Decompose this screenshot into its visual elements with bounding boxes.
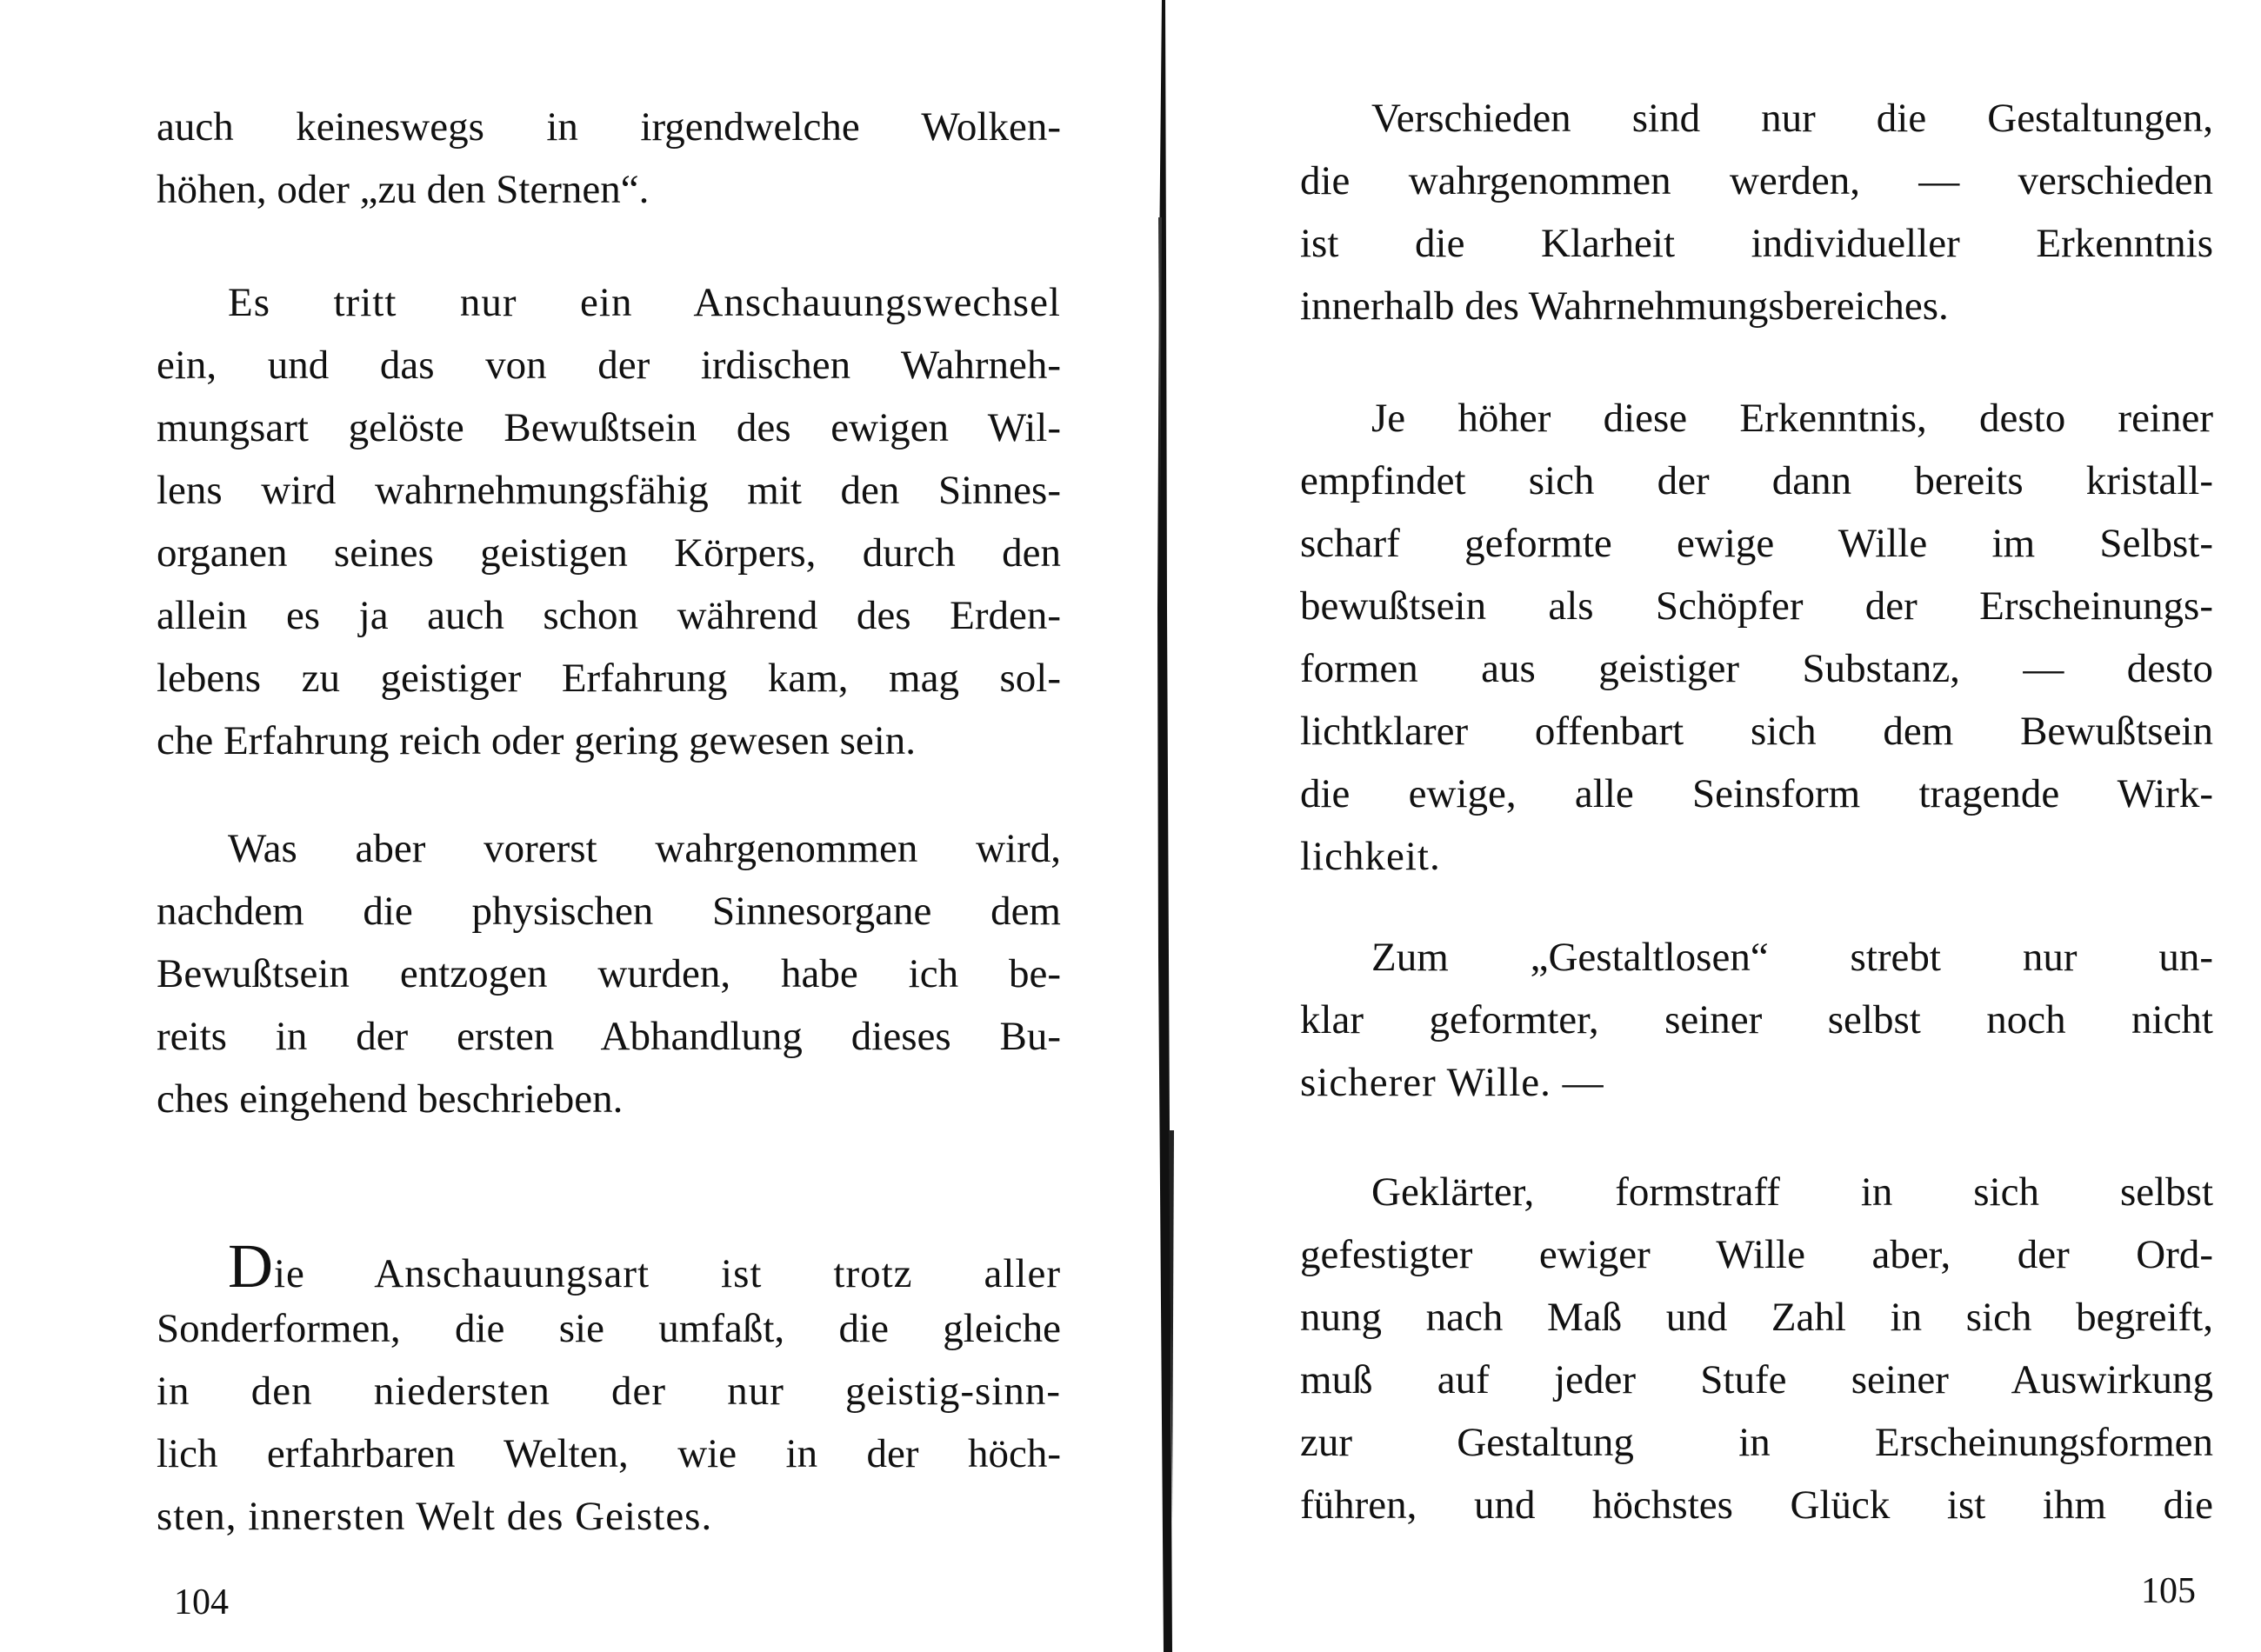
text-line: allein es ja auch schon während des Erden- [157,593,1061,638]
text-line: gefestigter ewiger Wille aber, der Ord- [1300,1232,2213,1277]
text-line: Was aber vorerst wahrgenommen wird, [228,826,1061,871]
text-line: sten, innersten Welt des Geistes. [157,1494,713,1539]
text-line: lichtklarer offenbart sich dem Bewußtsein [1300,709,2213,754]
text-line: auch keineswegs in irgendwelche Wolken- [157,104,1061,150]
text-line: Je höher diese Erkenntnis, desto reiner [1371,396,2213,441]
text-line: Verschieden sind nur die Gestaltungen, [1371,96,2213,141]
left-paragraph-2 [157,271,1061,772]
text-line: höhen, oder „zu den Sternen“. [157,167,650,212]
text-line: Die Anschauungsart ist trotz aller [228,1231,1061,1301]
left-paragraph-4 [157,1231,1061,1548]
text-line: klar geformter, seiner selbst noch nicht [1300,997,2213,1042]
right-paragraph-3 [1300,926,2213,1114]
left-paragraph-1 [157,96,1061,221]
text-line: die ewige, alle Seinsform tragende Wirk- [1300,771,2213,816]
text-line: Sonderformen, die sie umfaßt, die gleiche [157,1306,1061,1351]
left-page [157,0,1061,1652]
book-gutter-shadow [1146,0,1181,1652]
text-line: lichkeit. [1300,834,1441,879]
text-line: empfindet sich der dann bereits kristall- [1300,458,2213,503]
page-number-left: 104 [174,1582,229,1622]
right-page [1300,0,2213,1652]
text-line: lebens zu geistiger Erfahrung kam, mag sol- [157,656,1061,701]
text-line: bewußtsein als Schöpfer der Erscheinungs- [1300,583,2213,629]
text-line: in den niedersten der nur geistig-sinn- [157,1369,1061,1414]
text-line: ein, und das von der irdischen Wahrneh- [157,343,1061,388]
right-paragraph-4 [1300,1161,2213,1536]
text-line: die wahrgenommen werden, — verschieden [1300,158,2213,203]
text-line: formen aus geistiger Substanz, — desto [1300,646,2213,691]
text-line: nachdem die physischen Sinnesorgane dem [157,889,1061,934]
text-line: lens wird wahrnehmungsfähig mit den Sinnes- [157,468,1061,513]
text-line: organen seines geistigen Körpers, durch den [157,530,1061,576]
text-line: innerhalb des Wahrnehmungsbereiches. [1300,283,1949,329]
text-line: ches eingehend beschrieben. [157,1076,624,1122]
text-line: Bewußtsein entzogen wurden, habe ich be- [157,951,1061,996]
text-line: mungsart gelöste Bewußtsein des ewigen Wil- [157,405,1061,450]
right-paragraph-2 [1300,387,2213,888]
text-line: führen, und höchstes Glück ist ihm die [1300,1482,2213,1528]
text-line: reits in der ersten Abhandlung dieses Bu- [157,1014,1061,1059]
text-line: nung nach Maß und Zahl in sich begreift, [1300,1295,2213,1340]
text-line: muß auf jeder Stufe seiner Auswirkung [1300,1357,2213,1402]
text-line: ist die Klarheit individueller Erkenntnis [1300,221,2213,266]
text-line: che Erfahrung reich oder gering gewesen sein. [157,718,917,763]
text-line: Zum „Gestaltlosen“ strebt nur un- [1371,935,2213,980]
text-line: sicherer Wille. — [1300,1060,1604,1105]
page-number-right: 105 [2141,1571,2196,1611]
text-line: lich erfahrbaren Welten, wie in der höch- [157,1431,1061,1476]
text-line: Es tritt nur ein Anschauungswechsel [228,280,1061,325]
text-line: scharf geformte ewige Wille im Selbst- [1300,521,2213,566]
text-line: zur Gestaltung in Erscheinungsformen [1300,1420,2213,1465]
right-paragraph-1 [1300,87,2213,337]
left-paragraph-3 [157,817,1061,1130]
text-line: Geklärter, formstraff in sich selbst [1371,1169,2213,1215]
